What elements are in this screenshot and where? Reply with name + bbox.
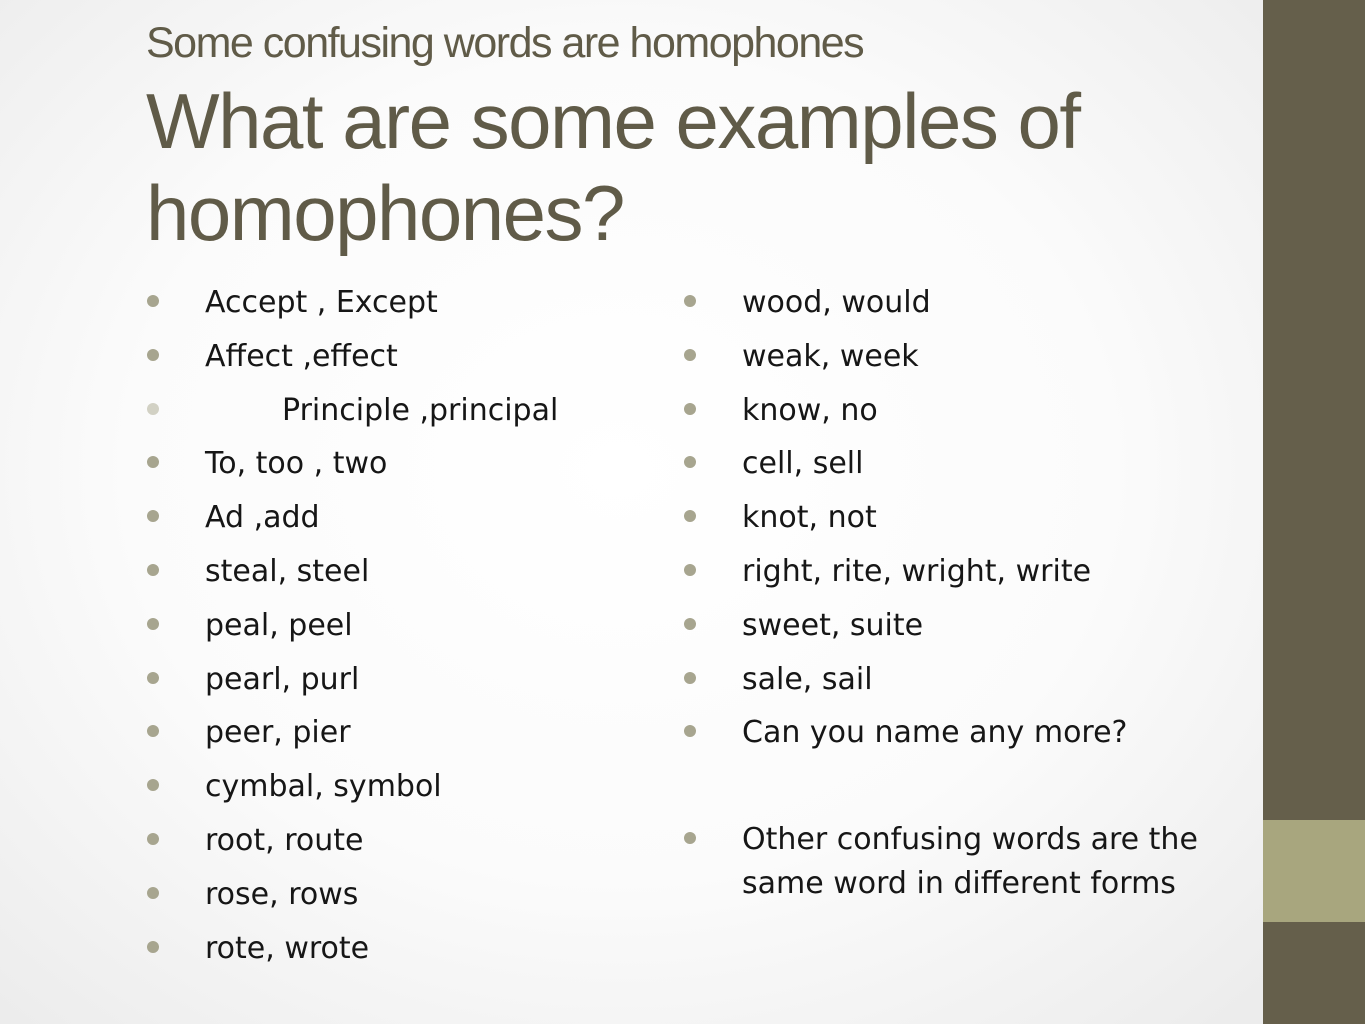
bullet-icon	[147, 510, 159, 522]
list-item-text: cymbal, symbol	[205, 769, 442, 805]
list-item	[683, 389, 1243, 443]
list-item	[146, 442, 666, 496]
bullet-icon	[147, 618, 159, 630]
list-item	[146, 389, 666, 443]
bullet-icon	[147, 887, 159, 899]
bullet-icon	[147, 403, 159, 415]
bullet-icon	[147, 725, 159, 737]
bullet-icon	[147, 672, 159, 684]
list-item-text: rote, wrote	[205, 930, 370, 966]
list-item-text: knot, not	[742, 500, 877, 536]
list-item-text: To, too , two	[205, 446, 388, 482]
list-item-text: Ad ,add	[205, 500, 320, 536]
list-item-text: Affect ,effect	[205, 338, 398, 374]
list-item	[146, 711, 666, 765]
bullet-icon	[684, 403, 696, 415]
side-accent-block	[1263, 820, 1365, 922]
list-item-text: sweet, suite	[742, 607, 924, 643]
bullet-icon	[684, 456, 696, 468]
bullet-icon	[147, 564, 159, 576]
bullet-icon	[147, 833, 159, 845]
list-item-text: Can you name any more?	[742, 715, 1128, 751]
list-item-text: steal, steel	[205, 553, 370, 589]
slide-subtitle: Some confusing words are homophones	[146, 19, 864, 67]
list-item-text: Other confusing words are the same word in different forms	[742, 822, 1198, 902]
left-bullet-list	[146, 281, 666, 980]
bullet-icon	[684, 725, 696, 737]
bullet-icon	[684, 832, 696, 844]
list-item	[146, 819, 666, 873]
list-item-text: peal, peel	[205, 607, 353, 643]
list-item-text: right, rite, wright, write	[742, 553, 1092, 589]
bullet-icon	[684, 564, 696, 576]
right-bullet-list	[683, 281, 1243, 906]
bullet-icon	[684, 349, 696, 361]
list-item	[683, 818, 1243, 906]
list-item	[146, 335, 666, 389]
list-item	[683, 281, 1243, 335]
bullet-icon	[684, 618, 696, 630]
list-item	[146, 873, 666, 927]
list-item-text: know, no	[742, 392, 878, 428]
list-item	[683, 711, 1243, 765]
list-item-text: Accept , Except	[205, 285, 438, 320]
list-item-text: weak, week	[742, 338, 919, 374]
list-item	[146, 658, 666, 712]
list-item	[683, 658, 1243, 712]
bullet-icon	[684, 295, 696, 307]
list-item-text: pearl, purl	[205, 661, 360, 697]
list-item-text: peer, pier	[205, 715, 351, 751]
list-item	[683, 496, 1243, 550]
list-item-text: Principle ,principal	[282, 392, 559, 428]
list-item	[146, 604, 666, 658]
list-item	[683, 550, 1243, 604]
list-item-text: root, route	[205, 822, 364, 858]
list-item	[146, 550, 666, 604]
list-item	[146, 496, 666, 550]
list-item-text: cell, sell	[742, 446, 864, 482]
bullet-icon	[147, 941, 159, 953]
list-item-text: sale, sail	[742, 661, 873, 697]
bullet-icon	[147, 295, 159, 307]
slide-title: What are some examples of homophones?	[146, 77, 1080, 257]
list-item-text: wood, would	[742, 285, 931, 320]
bullet-icon	[147, 779, 159, 791]
list-item-text: rose, rows	[205, 876, 359, 912]
list-item	[683, 442, 1243, 496]
bullet-icon	[684, 510, 696, 522]
list-item	[146, 927, 666, 981]
bullet-icon	[147, 349, 159, 361]
list-item	[146, 765, 666, 819]
list-item	[146, 281, 666, 335]
bullet-icon	[684, 672, 696, 684]
list-item	[683, 335, 1243, 389]
list-item	[683, 604, 1243, 658]
bullet-icon	[147, 456, 159, 468]
